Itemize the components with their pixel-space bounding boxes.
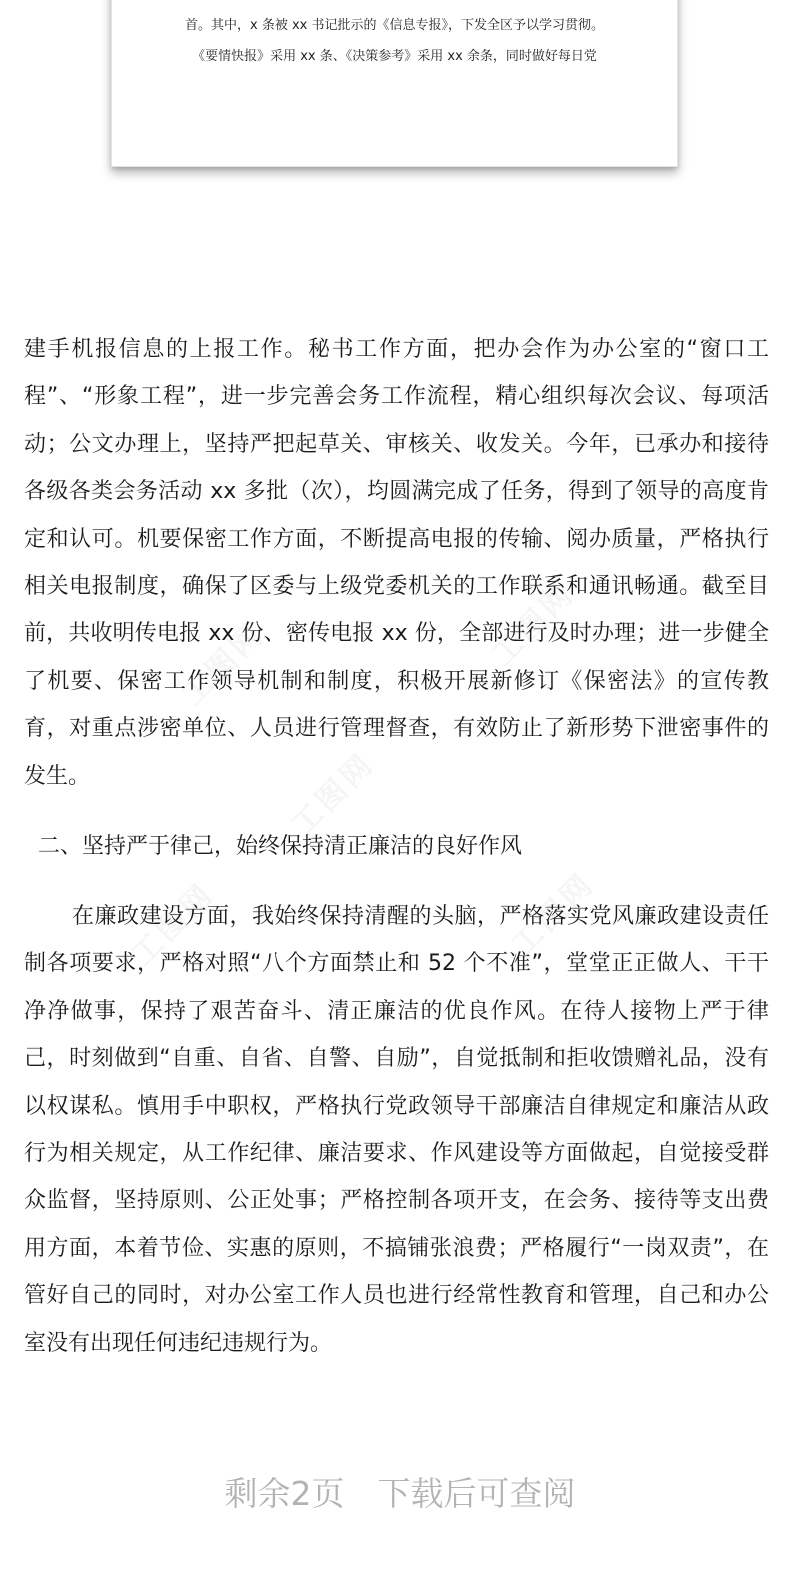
document-body	[24, 326, 769, 800]
preview-text-line: 首。其中，x 条被 xx 书记批示的《信息专报》，下发全区予以学习贯彻。	[185, 18, 604, 33]
watermark: 工图网	[175, 616, 272, 713]
watermark: 工图网	[125, 876, 222, 973]
watermark: 工图网	[485, 576, 582, 673]
body-paragraph: 在廉政建设方面，我始终保持清醒的头脑，严格落实党风廉政建设责任制各项要求，严格对照“八个方面禁止和 52 个不准”，堂堂正正做人、干干净净做事，保持了艰苦奋斗、清正廉洁的优良作风。在待人接物上严于律己，时刻做到“自重、自省、自警、自励”，自觉抵制和拒收馈赠礼品，没有以权谋私。慎用手中职权，严格执行党政领导干部廉洁自律规定和廉洁从政行为相关规定，从工作纪律、廉洁要求、作风建设等方面做起，自觉接受群众监督，坚持原则、公正处事；严格控制各项开支，在会务、接待等支出费用方面，本着节俭、实惠的原则，不搞铺张浪费；严格履行“一岗双责”，在管好自己的同时，对办公室工作人员也进行经常性教育和管理，自己和办公室没有出现任何违纪违规行为。	[24, 904, 769, 1356]
watermark: 工图网	[505, 866, 602, 963]
preview-text-line: 《要情快报》采用 xx 条、《决策参考》采用 xx 余条，同时做好每日党	[192, 49, 597, 64]
section-heading: 二、坚持严于律己，始终保持清正廉洁的良好作风	[38, 834, 523, 859]
body-paragraph: 建手机报信息的上报工作。秘书工作方面，把办会作为办公室的“窗口工程”、“形象工程”，进一步完善会务工作流程，精心组织每次会议、每项活动；公文办理上，坚持严把起草关、审核关、收发关。今年，已承办和接待各级各类会务活动 xx 多批（次），均圆满完成了任务，得到了领导的高度肯定和认可。机要保密工作方面，不断提高电报的传输、阅办质量，严格执行相关电报制度，确保了区委与上级党委机关的工作联系和通讯畅通。截至目前，共收明传电报 xx 份、密传电报 xx 份，全部进行及时办理；进一步健全了机要、保密工作领导机制和制度，积极开展新修订《保密法》的宣传教育，对重点涉密单位、人员进行管理督查，有效防止了新形势下泄密事件的发生。	[24, 337, 769, 789]
remaining-pages-notice[interactable]: 剩余2页 下载后可查阅	[224, 1474, 576, 1513]
page-preview-card	[111, 0, 678, 167]
document-body	[24, 893, 769, 1367]
watermark: 工图网	[285, 746, 382, 843]
